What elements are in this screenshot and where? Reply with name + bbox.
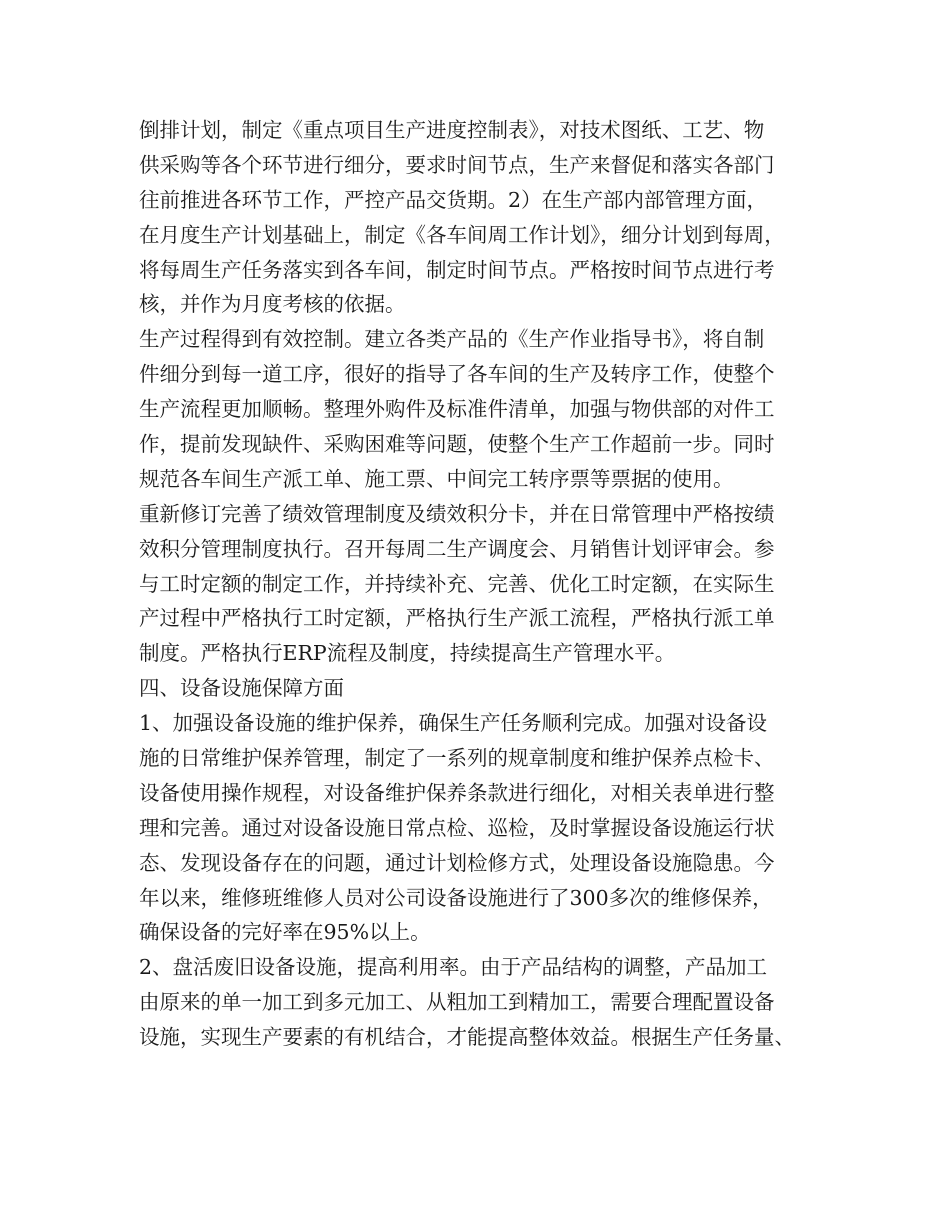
text-line: 往前推进各环节工作，严控产品交货期。2）在生产部内部管理方面， (139, 187, 768, 212)
text-line: 核，并作为月度考核的依据。 (139, 292, 406, 317)
text-line: 设施，实现生产要素的有机结合，才能提高整体效益。根据生产任务量、 (139, 1025, 795, 1050)
text-line: 效积分管理制度执行。召开每周二生产调度会、月销售计划评审会。参 (139, 536, 775, 561)
text-line: 制度。严格执行ERP流程及制度，持续提高生产管理水平。 (139, 641, 676, 666)
text-line: 产过程中严格执行工时定额，严格执行生产派工流程，严格执行派工单 (139, 606, 775, 631)
text-line: 件细分到每一道工序，很好的指导了各车间的生产及转序工作，使整个 (139, 362, 775, 387)
text-line: 年以来，维修班维修人员对公司设备设施进行了300多次的维修保养， (139, 885, 773, 910)
text-line: 与工时定额的制定工作，并持续补充、完善、优化工时定额，在实际生 (139, 571, 775, 596)
text-line: 将每周生产任务落实到各车间，制定时间节点。严格按时间节点进行考 (139, 257, 775, 282)
text-line: 确保设备的完好率在95%以上。 (139, 920, 431, 945)
text-line: 2、盘活废旧设备设施，提高利用率。由于产品结构的调整，产品加工 (139, 955, 768, 980)
text-line: 设备使用操作规程，对设备维护保养条款进行细化，对相关表单进行整 (139, 780, 775, 805)
text-line: 由原来的单一加工到多元加工、从粗加工到精加工，需要合理配置设备 (139, 990, 775, 1015)
text-line: 规范各车间生产派工单、施工票、中间完工转序票等票据的使用。 (139, 466, 734, 491)
text-line: 重新修订完善了绩效管理制度及绩效积分卡，并在日常管理中严格按绩 (139, 501, 775, 526)
text-line: 1、加强设备设施的维护保养，确保生产任务顺利完成。加强对设备设 (139, 711, 768, 736)
text-line: 施的日常维护保养管理，制定了一系列的规章制度和维护保养点检卡、 (139, 746, 775, 771)
text-line: 态、发现设备存在的问题，通过计划检修方式，处理设备设施隐患。今 (139, 850, 775, 875)
text-line: 在月度生产计划基础上，制定《各车间周工作计划》，细分计划到每周， (139, 222, 785, 247)
text-line: 倒排计划，制定《重点项目生产进度控制表》，对技术图纸、工艺、物 (139, 118, 765, 142)
section-heading: 四、设备设施保障方面 (139, 676, 344, 701)
document-body (139, 113, 829, 1055)
text-line: 生产过程得到有效控制。建立各类产品的《生产作业指导书》，将自制 (139, 327, 765, 352)
text-line: 作，提前发现缺件、采购困难等问题，使整个生产工作超前一步。同时 (139, 432, 775, 457)
text-line: 生产流程更加顺畅。整理外购件及标准件清单，加强与物供部的对件工 (139, 397, 775, 422)
text-line: 供采购等各个环节进行细分，要求时间节点，生产来督促和落实各部门 (139, 152, 775, 177)
text-line: 理和完善。通过对设备设施日常点检、巡检，及时掌握设备设施运行状 (139, 815, 775, 840)
